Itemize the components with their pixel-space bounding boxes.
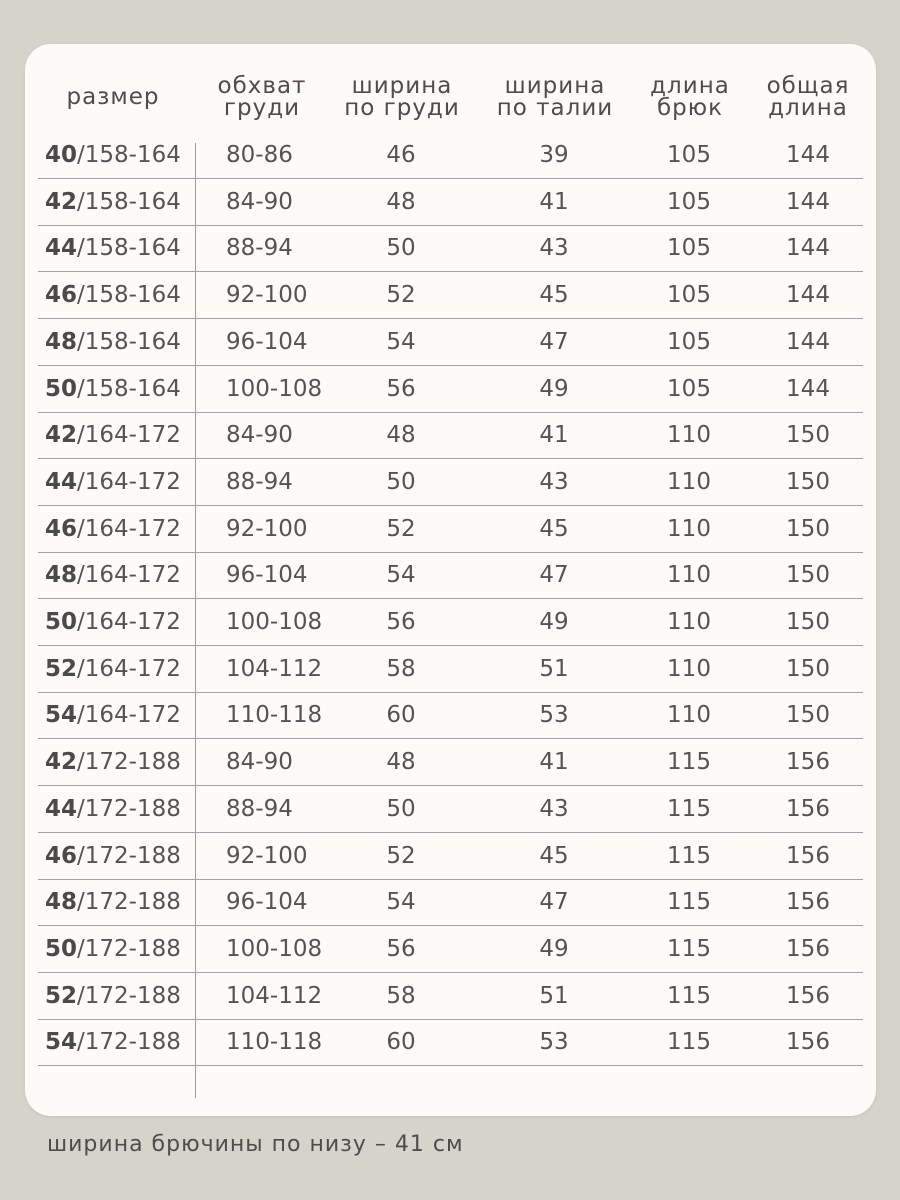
header-waist-width: ширина по талии [496,73,614,121]
waist-width-cell: 53 [539,702,569,729]
chest-girth-cell: 84-90 [226,188,293,215]
header-chest-girth: обхват груди [217,73,307,121]
height-range: /172-188 [77,1029,181,1056]
size-number: 44 [45,235,78,262]
height-range: /158-164 [77,375,181,402]
row-divider [38,412,863,413]
table-row [0,563,900,610]
waist-width-cell: 41 [539,749,569,776]
chest-width-cell: 60 [386,1029,416,1056]
row-divider [38,1065,863,1066]
row-divider [38,738,863,739]
trouser-length-cell: 110 [667,609,711,635]
chest-girth-cell: 92-100 [226,515,308,542]
size-number: 48 [45,562,78,589]
chest-width-cell: 58 [386,655,416,682]
waist-width-cell: 49 [539,375,569,402]
chest-width-cell: 46 [386,142,416,168]
trouser-length-cell: 115 [667,982,711,1009]
chest-girth-cell: 80-86 [226,142,293,168]
height-range: /158-164 [77,142,181,168]
size-number: 40 [45,142,78,168]
trouser-length-cell: 110 [667,515,711,542]
table-row [0,283,900,330]
header-size: размер [66,84,160,110]
total-length-cell: 156 [786,982,830,1009]
chest-width-cell: 56 [386,609,416,635]
table-row [0,890,900,937]
row-divider [38,318,863,319]
waist-width-cell: 49 [539,935,569,962]
size-cell [45,610,181,634]
chest-girth-cell: 88-94 [226,795,293,822]
table-row [0,143,900,190]
chest-width-cell: 52 [386,282,416,309]
total-length-cell: 144 [786,235,830,262]
chest-girth-cell: 100-108 [226,375,323,402]
chest-girth-cell: 92-100 [226,282,308,309]
size-cell [45,984,181,1008]
total-length-cell: 156 [786,889,830,916]
size-number: 48 [45,328,78,355]
size-cell [45,797,181,821]
size-cell [45,1030,181,1054]
table-row [0,1030,900,1077]
row-divider [38,1019,863,1020]
trouser-length-cell: 105 [667,235,711,262]
table-row [0,844,900,891]
total-length-cell: 144 [786,328,830,355]
chest-width-cell: 50 [386,235,416,262]
trouser-length-cell: 115 [667,795,711,822]
height-range: /164-172 [77,562,181,589]
chest-girth-cell: 84-90 [226,749,293,776]
size-cell [45,330,181,354]
size-number: 42 [45,749,78,776]
waist-width-cell: 47 [539,328,569,355]
row-divider [38,785,863,786]
total-length-cell: 150 [786,562,830,589]
row-divider [38,832,863,833]
size-cell [45,236,181,260]
table-row [0,330,900,377]
size-cell [45,844,181,868]
trouser-length-cell: 105 [667,188,711,215]
waist-width-cell: 45 [539,842,569,869]
trouser-length-cell: 105 [667,282,711,309]
size-cell [45,657,181,681]
row-divider [38,645,863,646]
total-length-cell: 144 [786,375,830,402]
chest-girth-cell: 100-108 [226,609,323,635]
trouser-length-cell: 115 [667,935,711,962]
total-length-cell: 156 [786,935,830,962]
table-row [0,797,900,844]
table-row [0,470,900,517]
header-total-length: общая длина [766,73,850,121]
height-range: /158-164 [77,235,181,262]
waist-width-cell: 47 [539,889,569,916]
waist-width-cell: 39 [539,142,569,168]
size-number: 54 [45,702,78,729]
waist-width-cell: 51 [539,982,569,1009]
chest-width-cell: 54 [386,328,416,355]
header-chest-width: ширина по груди [344,73,460,121]
size-number: 48 [45,889,78,916]
trouser-length-cell: 115 [667,889,711,916]
size-number: 42 [45,422,78,449]
height-range: /172-188 [77,982,181,1009]
total-length-cell: 144 [786,188,830,215]
waist-width-cell: 41 [539,422,569,449]
table-row [0,236,900,283]
row-divider [38,972,863,973]
total-length-cell: 144 [786,142,830,168]
chest-girth-cell: 88-94 [226,468,293,495]
chest-width-cell: 48 [386,749,416,776]
size-number: 44 [45,468,78,495]
total-length-cell: 150 [786,702,830,729]
row-divider [38,225,863,226]
size-number: 46 [45,282,78,309]
chest-girth-cell: 96-104 [226,328,308,355]
waist-width-cell: 45 [539,282,569,309]
waist-width-cell: 43 [539,795,569,822]
chest-girth-cell: 110-118 [226,702,323,729]
height-range: /172-188 [77,749,181,776]
chest-girth-cell: 84-90 [226,422,293,449]
size-cell [45,750,181,774]
height-range: /158-164 [77,282,181,309]
row-divider [38,271,863,272]
trouser-length-cell: 110 [667,702,711,729]
table-row [0,984,900,1031]
size-cell [45,143,181,167]
trouser-length-cell: 105 [667,328,711,355]
trouser-length-cell: 105 [667,375,711,402]
total-length-cell: 156 [786,1029,830,1056]
row-divider [38,365,863,366]
height-range: /172-188 [77,842,181,869]
chest-width-cell: 50 [386,795,416,822]
chest-girth-cell: 104-112 [226,655,323,682]
table-row [0,610,900,657]
size-number: 44 [45,795,78,822]
waist-width-cell: 51 [539,655,569,682]
total-length-cell: 144 [786,282,830,309]
waist-width-cell: 53 [539,1029,569,1056]
row-divider [38,598,863,599]
total-length-cell: 150 [786,422,830,449]
row-divider [38,552,863,553]
height-range: /172-188 [77,889,181,916]
height-range: /172-188 [77,935,181,962]
chest-girth-cell: 104-112 [226,982,323,1009]
chest-width-cell: 52 [386,515,416,542]
size-cell [45,517,181,541]
trouser-length-cell: 110 [667,422,711,449]
chest-width-cell: 50 [386,468,416,495]
height-range: /172-188 [77,795,181,822]
size-cell [45,890,181,914]
chest-girth-cell: 100-108 [226,935,323,962]
size-cell [45,423,181,447]
trouser-length-cell: 110 [667,468,711,495]
table-row [0,657,900,704]
total-length-cell: 156 [786,842,830,869]
size-number: 46 [45,842,78,869]
chest-width-cell: 60 [386,702,416,729]
row-divider [38,925,863,926]
size-cell [45,563,181,587]
size-number: 50 [45,609,78,635]
size-number: 50 [45,375,78,402]
waist-width-cell: 47 [539,562,569,589]
chest-width-cell: 58 [386,982,416,1009]
total-length-cell: 156 [786,795,830,822]
size-number: 52 [45,655,78,682]
waist-width-cell: 45 [539,515,569,542]
chest-width-cell: 52 [386,842,416,869]
size-cell [45,470,181,494]
trouser-length-cell: 110 [667,562,711,589]
total-length-cell: 150 [786,655,830,682]
size-number: 52 [45,982,78,1009]
size-number: 46 [45,515,78,542]
header-trouser-length: длина брюк [650,73,730,121]
height-range: /164-172 [77,702,181,729]
size-cell [45,703,181,727]
trouser-length-cell: 115 [667,1029,711,1056]
chest-girth-cell: 96-104 [226,889,308,916]
trouser-length-cell: 115 [667,749,711,776]
height-range: /164-172 [77,422,181,449]
size-number: 54 [45,1029,78,1056]
size-cell [45,283,181,307]
size-cell [45,377,181,401]
total-length-cell: 150 [786,609,830,635]
height-range: /164-172 [77,515,181,542]
waist-width-cell: 49 [539,609,569,635]
waist-width-cell: 41 [539,188,569,215]
trouser-length-cell: 115 [667,842,711,869]
size-cell [45,937,181,961]
table-row [0,937,900,984]
table-row [0,377,900,424]
table-row [0,703,900,750]
size-cell [45,190,181,214]
chest-girth-cell: 96-104 [226,562,308,589]
chest-girth-cell: 92-100 [226,842,308,869]
waist-width-cell: 43 [539,468,569,495]
footer-note: ширина брючины по низу – 41 см [47,1132,464,1157]
height-range: /164-172 [77,609,181,635]
row-divider [38,505,863,506]
chest-width-cell: 48 [386,422,416,449]
chest-width-cell: 56 [386,375,416,402]
total-length-cell: 150 [786,468,830,495]
table-row [0,190,900,237]
height-range: /158-164 [77,188,181,215]
height-range: /158-164 [77,328,181,355]
chest-girth-cell: 88-94 [226,235,293,262]
height-range: /164-172 [77,468,181,495]
row-divider [38,178,863,179]
size-number: 42 [45,188,78,215]
table-row [0,423,900,470]
waist-width-cell: 43 [539,235,569,262]
total-length-cell: 156 [786,749,830,776]
size-number: 50 [45,935,78,962]
total-length-cell: 150 [786,515,830,542]
row-divider [38,692,863,693]
table-row [0,750,900,797]
chest-width-cell: 54 [386,562,416,589]
trouser-length-cell: 110 [667,655,711,682]
row-divider [38,879,863,880]
height-range: /164-172 [77,655,181,682]
table-row [0,517,900,564]
trouser-length-cell: 105 [667,142,711,168]
chest-width-cell: 48 [386,188,416,215]
chest-width-cell: 54 [386,889,416,916]
row-divider [38,458,863,459]
chest-width-cell: 56 [386,935,416,962]
chest-girth-cell: 110-118 [226,1029,323,1056]
